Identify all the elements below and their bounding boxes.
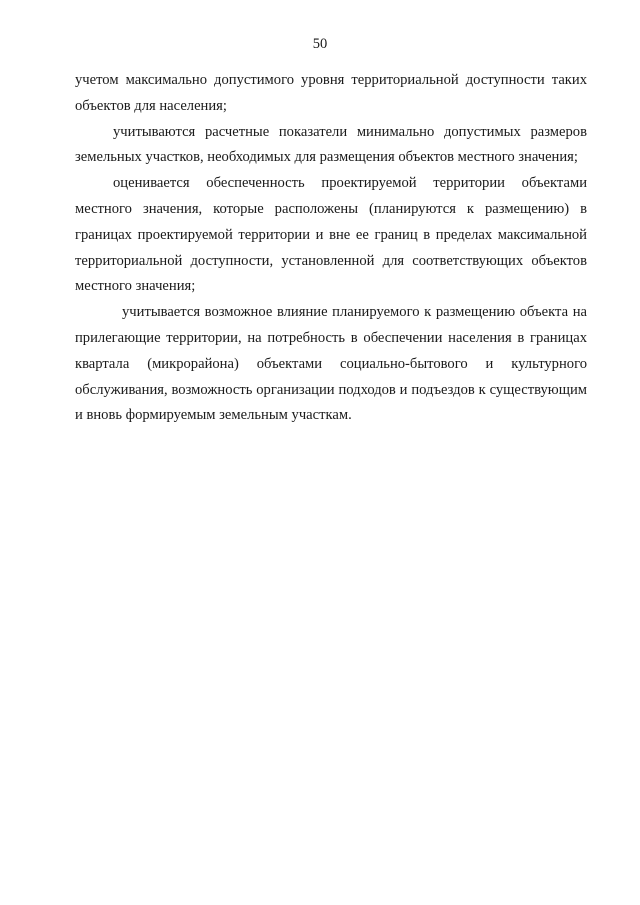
document-body — [75, 68, 587, 429]
paragraph-territory-provision: оценивается обеспеченность проектируемой территории объектами местного значения, которые расположены (планируются к размещению) в границах проектируемой территории и вне ее границ в пределах максимальной территориальной доступности, установленной для соответствующих объектов местного значения; — [75, 175, 587, 295]
paragraph-continuation: учетом максимально допустимого уровня территориальной доступности таких объектов для населения; — [75, 72, 587, 114]
paragraph-adjacent-influence: учитывается возможное влияние планируемого к размещению объекта на прилегающие территории, на потребность в обеспечении населения в границах квартала (микрорайона) объектами социально-бытового и культурного обслуживания, возможность организации подходов и подъездов к существующим и вновь формируемым земельным участкам. — [75, 304, 587, 424]
page-number: 50 — [312, 36, 328, 52]
paragraph-land-plot-sizes: учитываются расчетные показатели минимально допустимых размеров земельных участков, необходимых для размещения объектов местного значения; — [75, 123, 587, 166]
